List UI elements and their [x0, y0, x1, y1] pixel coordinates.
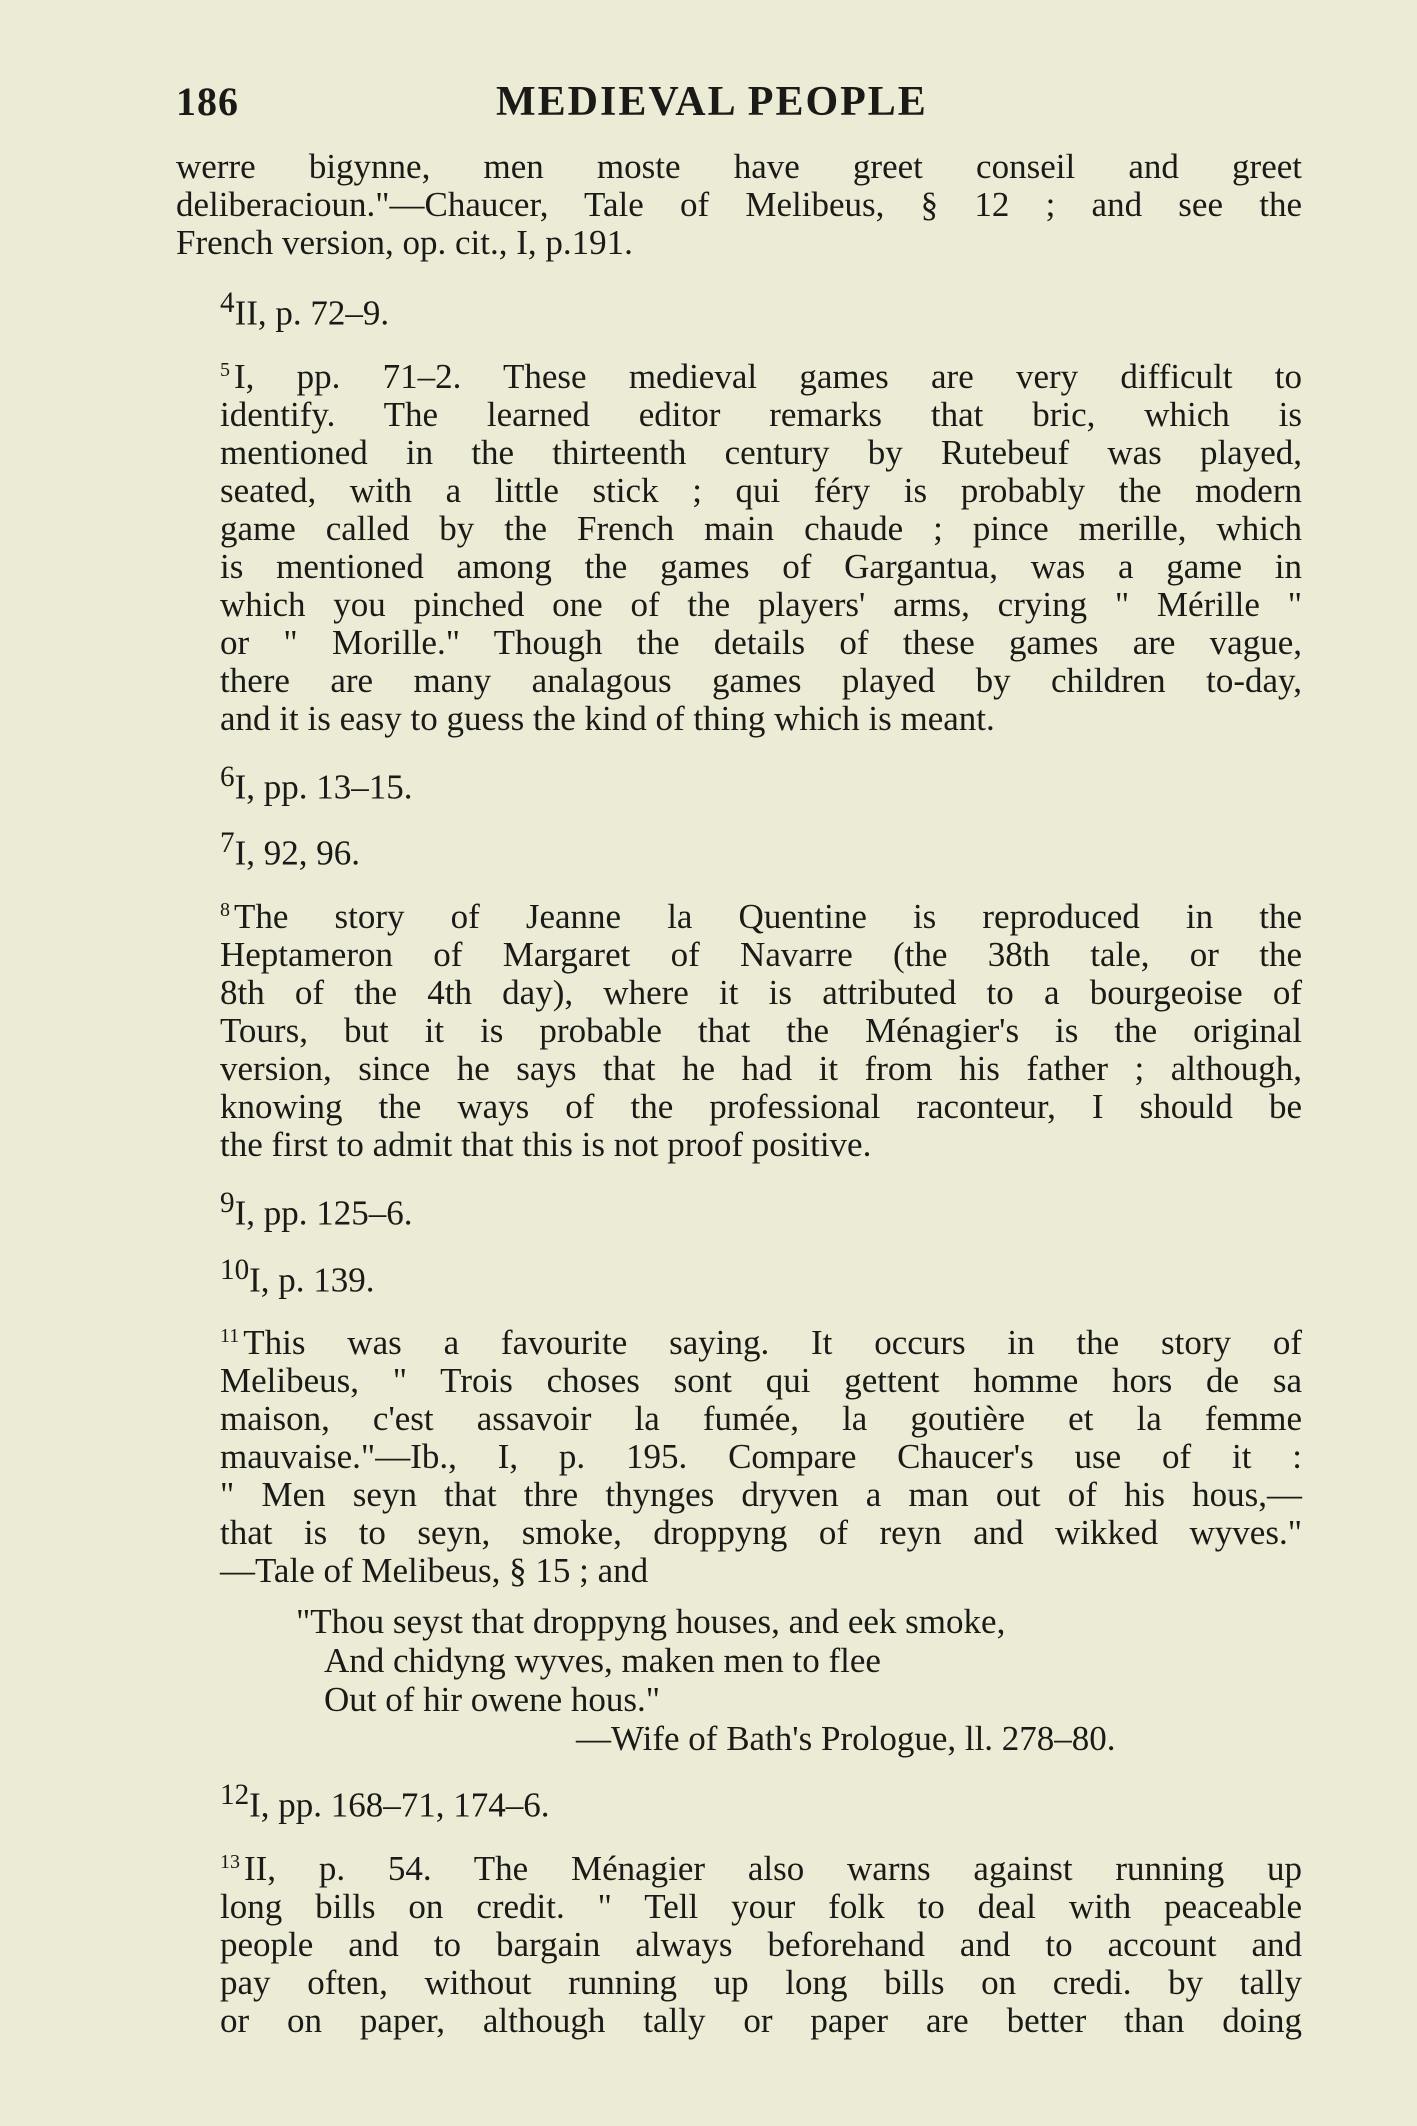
footnote-text: I, pp. 125–6.	[234, 1193, 413, 1233]
footnote-mark: 11	[220, 1325, 240, 1348]
footnote-text: I, pp. 168–71, 174–6.	[249, 1785, 550, 1825]
text-line: mentioned in the thirteenth century by Rutebeuf was played,	[220, 432, 1302, 472]
text-line: people and to bargain always beforehand and to account and	[220, 1924, 1302, 1964]
text-line: Tours, but it is probable that the Ménagier's is the original	[220, 1010, 1302, 1050]
footnote-12	[176, 1776, 1302, 1825]
footnote-mark: 7	[220, 827, 235, 860]
text-line: $^{11}$ This was a favourite saying. It occurs in the story of	[220, 1323, 1302, 1363]
text-line: the first to admit that this is not proof positive.	[220, 1124, 872, 1164]
footnote-text: I, pp. 13–15.	[234, 767, 413, 807]
text-line: maison, c'est assavoir la fumée, la goutière et la femme	[220, 1399, 1302, 1439]
text-line: identify. The learned editor remarks that bric, which is	[220, 394, 1302, 434]
text-line: mauvaise."—Ib., I, p. 195. Compare Chaucer's use of it :	[220, 1437, 1302, 1477]
text-line: there are many analagous games played by children to-day,	[220, 660, 1302, 700]
text-line: or " Morille." Though the details of these games are vague,	[220, 622, 1302, 662]
page-number: 186	[176, 79, 239, 124]
text-line: deliberacioun."—Chaucer, Tale of Melibeus, § 12 ; and see the	[176, 185, 1302, 224]
footnote-6	[176, 758, 1302, 807]
text-line: seated, with a little stick ; qui féry is probably the modern	[220, 470, 1302, 510]
footnote-11	[176, 1317, 1302, 1590]
running-title: MEDIEVAL PEOPLE	[496, 79, 928, 125]
text-line: French version, op. cit., I, p.191.	[176, 223, 633, 262]
text-line: which you pinched one of the players' arms, crying " Mérille "	[220, 584, 1302, 624]
footnote-4	[176, 284, 1302, 333]
footnote-mark: 13	[220, 1850, 240, 1873]
text-line: and it is easy to guess the kind of thing which is meant.	[220, 698, 995, 738]
text-line: pay often, without running up long bills on credi. by tally	[220, 1962, 1302, 2002]
footnote-text: I, p. 139.	[249, 1260, 375, 1300]
verse-line: Out of hir owene hous."	[324, 1680, 661, 1720]
text-line: $^8$ The story of Jeanne la Quentine is reproduced in the	[220, 896, 1302, 936]
text-line: game called by the French main chaude ; pince merille, which	[220, 508, 1302, 548]
footnote-mark: 8	[220, 898, 230, 921]
footnote-mark: 5	[220, 358, 230, 381]
footnote-mark: 4	[220, 287, 235, 319]
text-line: version, since he says that he had it from his father ; although,	[220, 1048, 1302, 1088]
continued-note	[176, 148, 1302, 262]
text-line: " Men seyn that thre thynges dryven a man out of his hous,—	[220, 1475, 1302, 1515]
footnote-13	[176, 1843, 1302, 2040]
footnote-mark: 10	[220, 1253, 250, 1286]
text-line: $^5$ I, pp. 71–2. These medieval games are very difficult to	[220, 356, 1302, 396]
verse-quotation	[296, 1602, 1302, 1758]
footnote-text: II, p. 72–9.	[234, 293, 390, 333]
text-line: or on paper, although tally or paper are better than doing	[220, 2000, 1302, 2040]
footnotes-body	[176, 148, 1302, 2060]
footnote-8	[176, 891, 1302, 1164]
text-line: —Tale of Melibeus, § 15 ; and	[220, 1551, 649, 1591]
footnote-7	[176, 824, 1302, 873]
text-line: Melibeus, " Trois choses sont qui gettent homme hors de sa	[220, 1361, 1302, 1401]
verse-line: "Thou seyst that droppyng houses, and eek smoke,	[296, 1602, 1006, 1642]
text-line: Heptameron of Margaret of Navarre (the 38th tale, or the	[220, 934, 1302, 974]
text-line: long bills on credit. " Tell your folk to deal with peaceable	[220, 1886, 1302, 1926]
footnote-5	[176, 351, 1302, 738]
footnote-text: I, 92, 96.	[234, 833, 360, 873]
footnote-mark: 9	[220, 1186, 235, 1219]
footnote-mark: 6	[220, 760, 235, 793]
footnote-9	[176, 1184, 1302, 1233]
footnote-mark: 12	[220, 1779, 250, 1812]
text-line: is mentioned among the games of Gargantua, was a game in	[220, 546, 1302, 586]
verse-attribution: —Wife of Bath's Prologue, ll. 278–80.	[576, 1719, 1116, 1759]
text-line: $^{13}$ II, p. 54. The Ménagier also warns against running up	[220, 1848, 1302, 1888]
text-line: knowing the ways of the professional raconteur, I should be	[220, 1086, 1302, 1126]
text-line: werre bigynne, men moste have greet conseil and greet	[176, 147, 1302, 186]
text-line: that is to seyn, smoke, droppyng of reyn and wikked wyves."	[220, 1513, 1302, 1553]
text-line: 8th of the 4th day), where it is attributed to a bourgeoise of	[220, 972, 1302, 1012]
footnote-10	[176, 1251, 1302, 1300]
verse-line: And chidyng wyves, maken men to flee	[324, 1641, 881, 1681]
page-header	[176, 78, 1276, 138]
